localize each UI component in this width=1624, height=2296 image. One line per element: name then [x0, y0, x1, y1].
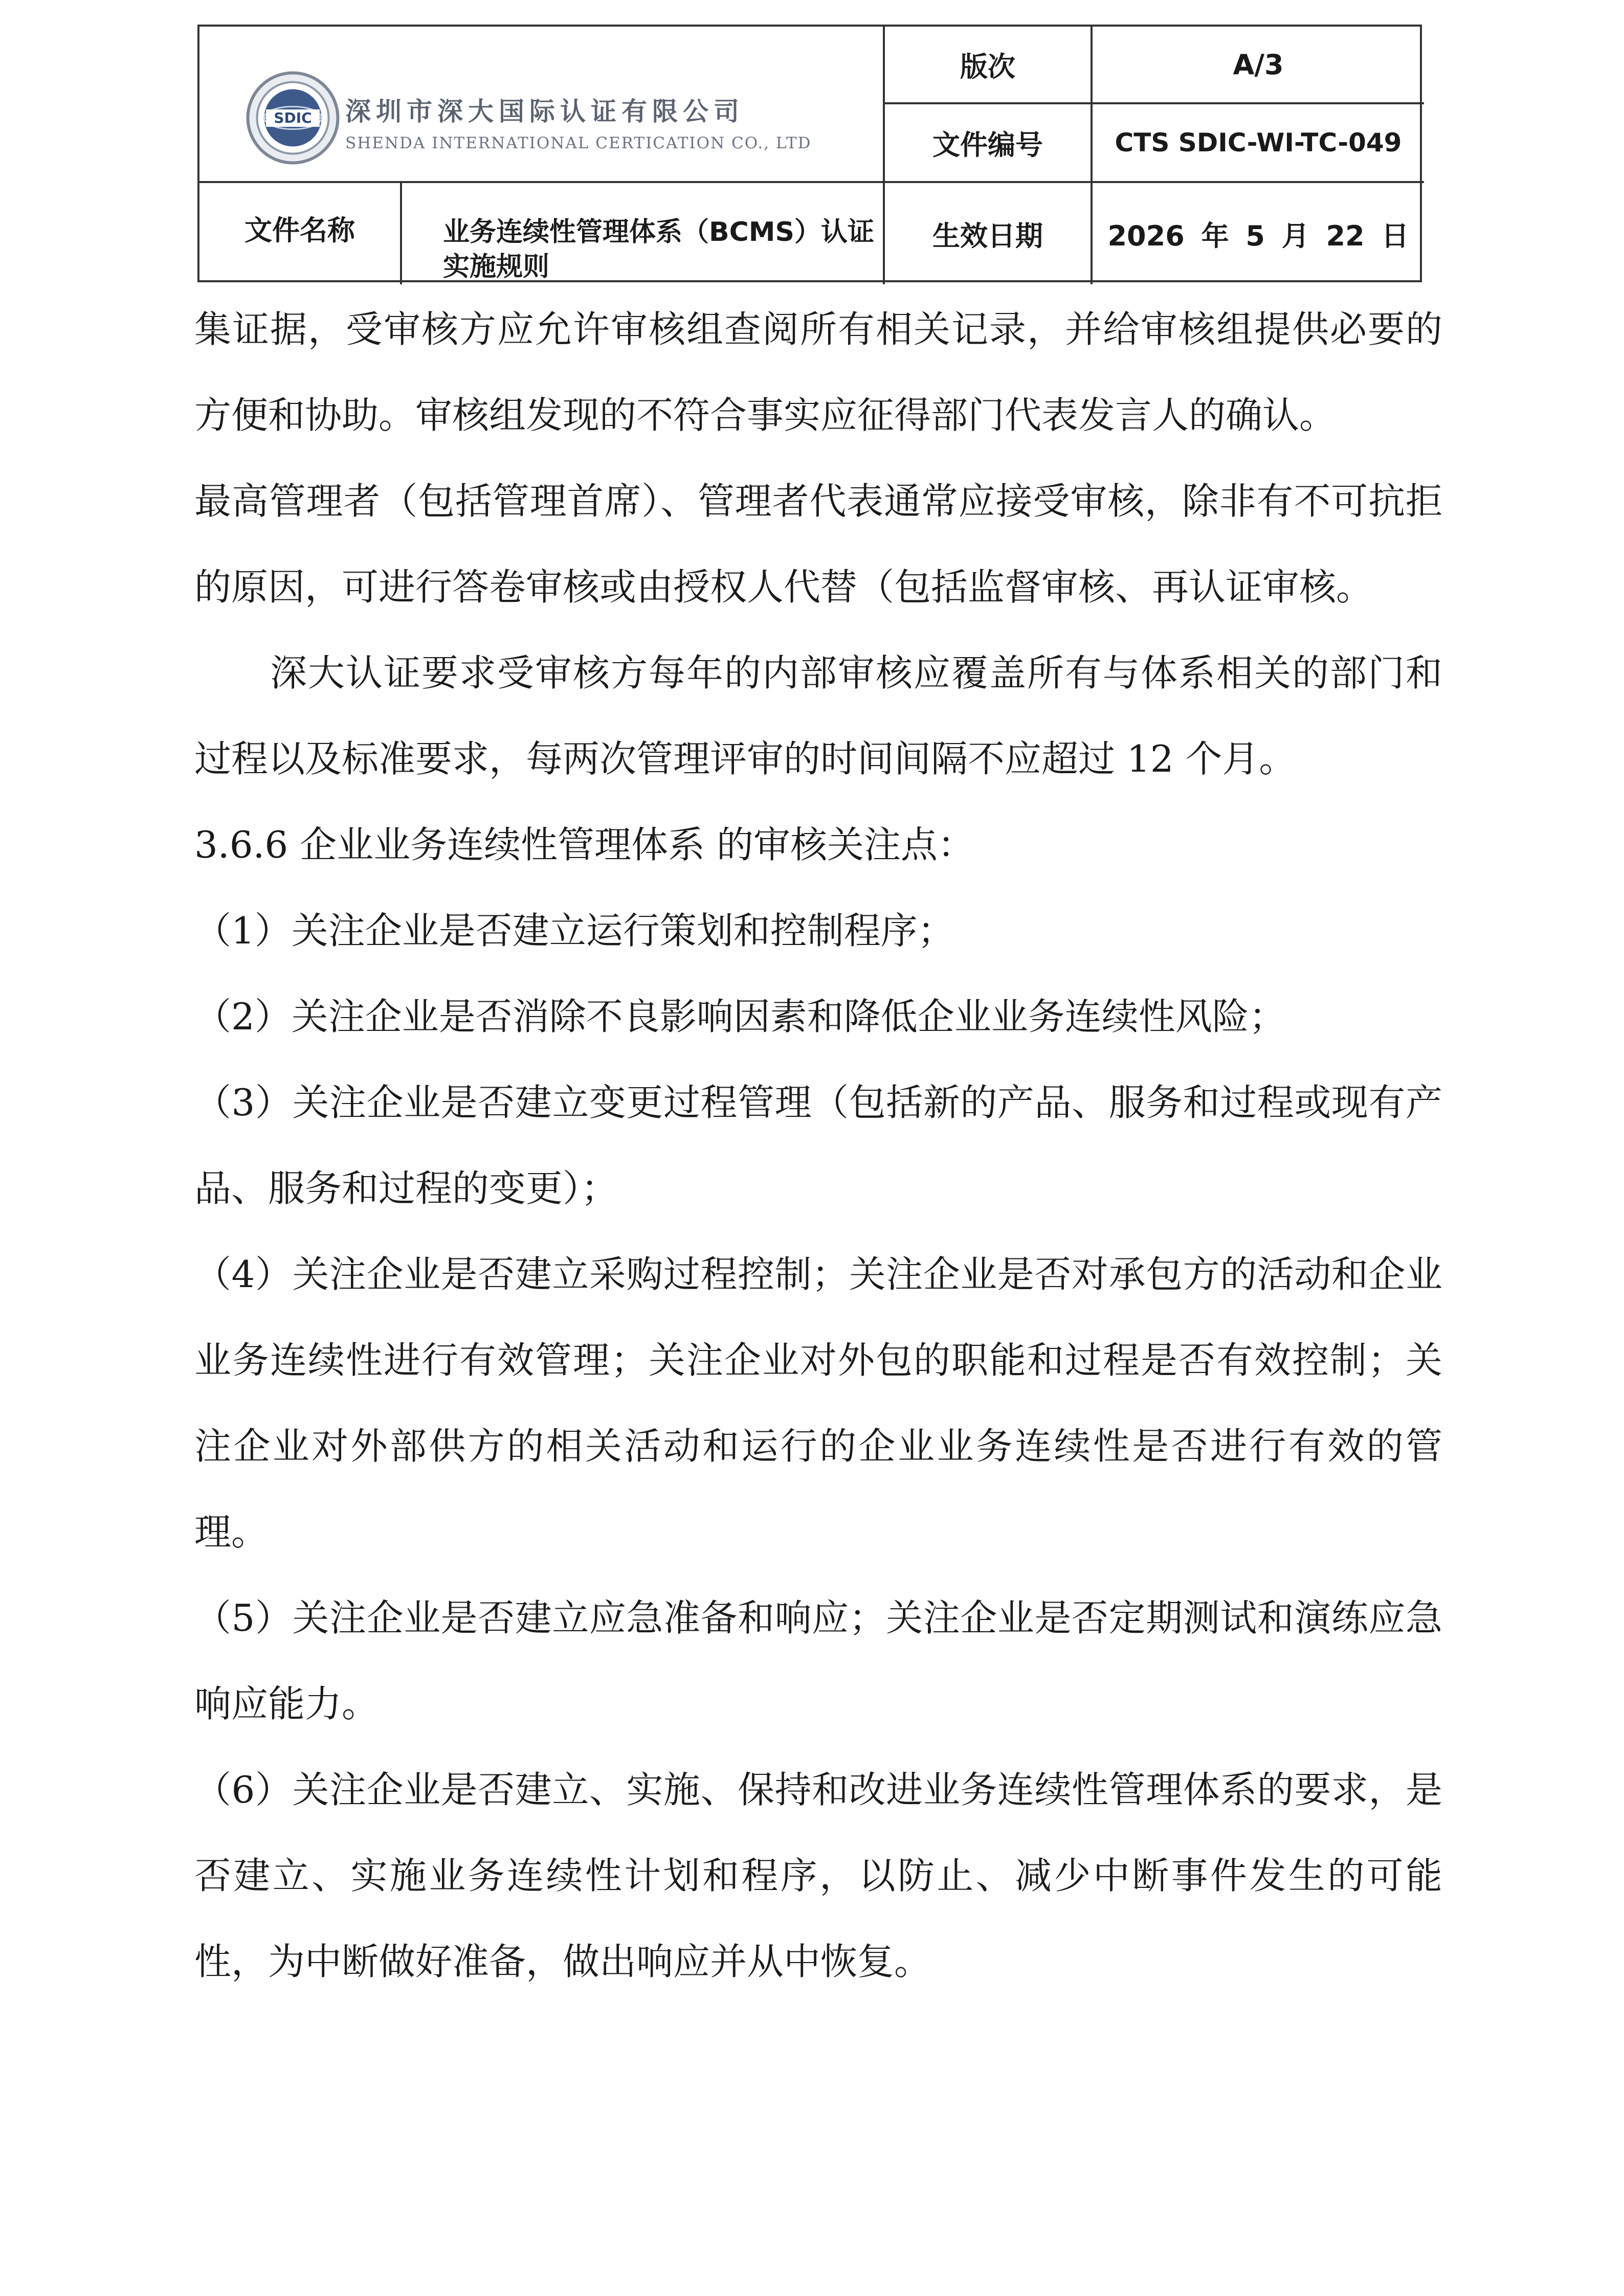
list-item: （5）关注企业是否建立应急准备和响应；关注企业是否定期测试和演练应急响应能力。	[194, 1596, 1442, 1725]
logo-emblem-icon	[246, 71, 340, 165]
effective-date-value: 2026 年 5 月 22 日	[1107, 219, 1409, 252]
document-header-table	[197, 25, 1422, 282]
docname-value: 业务连续性管理体系（BCMS）认证实施规则	[443, 217, 874, 282]
company-logo	[246, 59, 812, 177]
table-divider	[400, 181, 402, 284]
paragraph: 集证据，受审核方应允许审核组查阅所有相关记录，并给审核组提供必要的方便和协助。审核组发现的不符合事实应征得部门代表发言人的确认。	[194, 308, 1442, 437]
docno-value: CTS SDIC-WI-TC-049	[1115, 128, 1402, 157]
list-item: （2）关注企业是否消除不良影响因素和降低企业业务连续性风险；	[194, 995, 1286, 1038]
paragraph: 深大认证要求受审核方每年的内部审核应覆盖所有与体系相关的部门和过程以及标准要求，每两次管理评审的时间间隔不应超过 12 个月。	[194, 651, 1442, 780]
list-item: （4）关注企业是否建立采购过程控制；关注企业是否对承包方的活动和企业业务连续性进行有效管理；关注企业对外包的职能和过程是否有效控制；关注企业对外部供方的相关活动和运行的企业业务连续性是否进行有效的管理。	[194, 1253, 1442, 1554]
document-body	[194, 286, 1442, 2005]
list-item: （6）关注企业是否建立、实施、保持和改进业务连续性管理体系的要求，是否建立、实施业务连续性计划和程序，以防止、减少中断事件发生的可能性，为中断做好准备，做出响应并从中恢复。	[194, 1768, 1442, 1983]
section-heading: 3.6.6 企业业务连续性管理体系 的审核关注点：	[194, 823, 974, 866]
paragraph: 最高管理者（包括管理首席）、管理者代表通常应接受审核，除非有不可抗拒的原因，可进行答卷审核或由授权人代替（包括监督审核、再认证审核。	[194, 480, 1442, 609]
list-item: （3）关注企业是否建立变更过程管理（包括新的产品、服务和过程或现有产品、服务和过程的变更）；	[194, 1081, 1442, 1210]
docno-label: 文件编号	[932, 128, 1043, 161]
effective-label: 生效日期	[932, 219, 1043, 252]
logo-letters: SDIC	[274, 109, 312, 126]
version-value: A/3	[1233, 48, 1284, 81]
company-name-en: SHENDA INTERNATIONAL CERTICATION CO., LTD	[345, 134, 812, 152]
list-item: （1）关注企业是否建立运行策划和控制程序；	[194, 909, 954, 952]
version-label: 版次	[960, 50, 1015, 83]
company-name-cn: 深圳市深大国际认证有限公司	[345, 96, 744, 126]
docname-label: 文件名称	[244, 214, 355, 246]
